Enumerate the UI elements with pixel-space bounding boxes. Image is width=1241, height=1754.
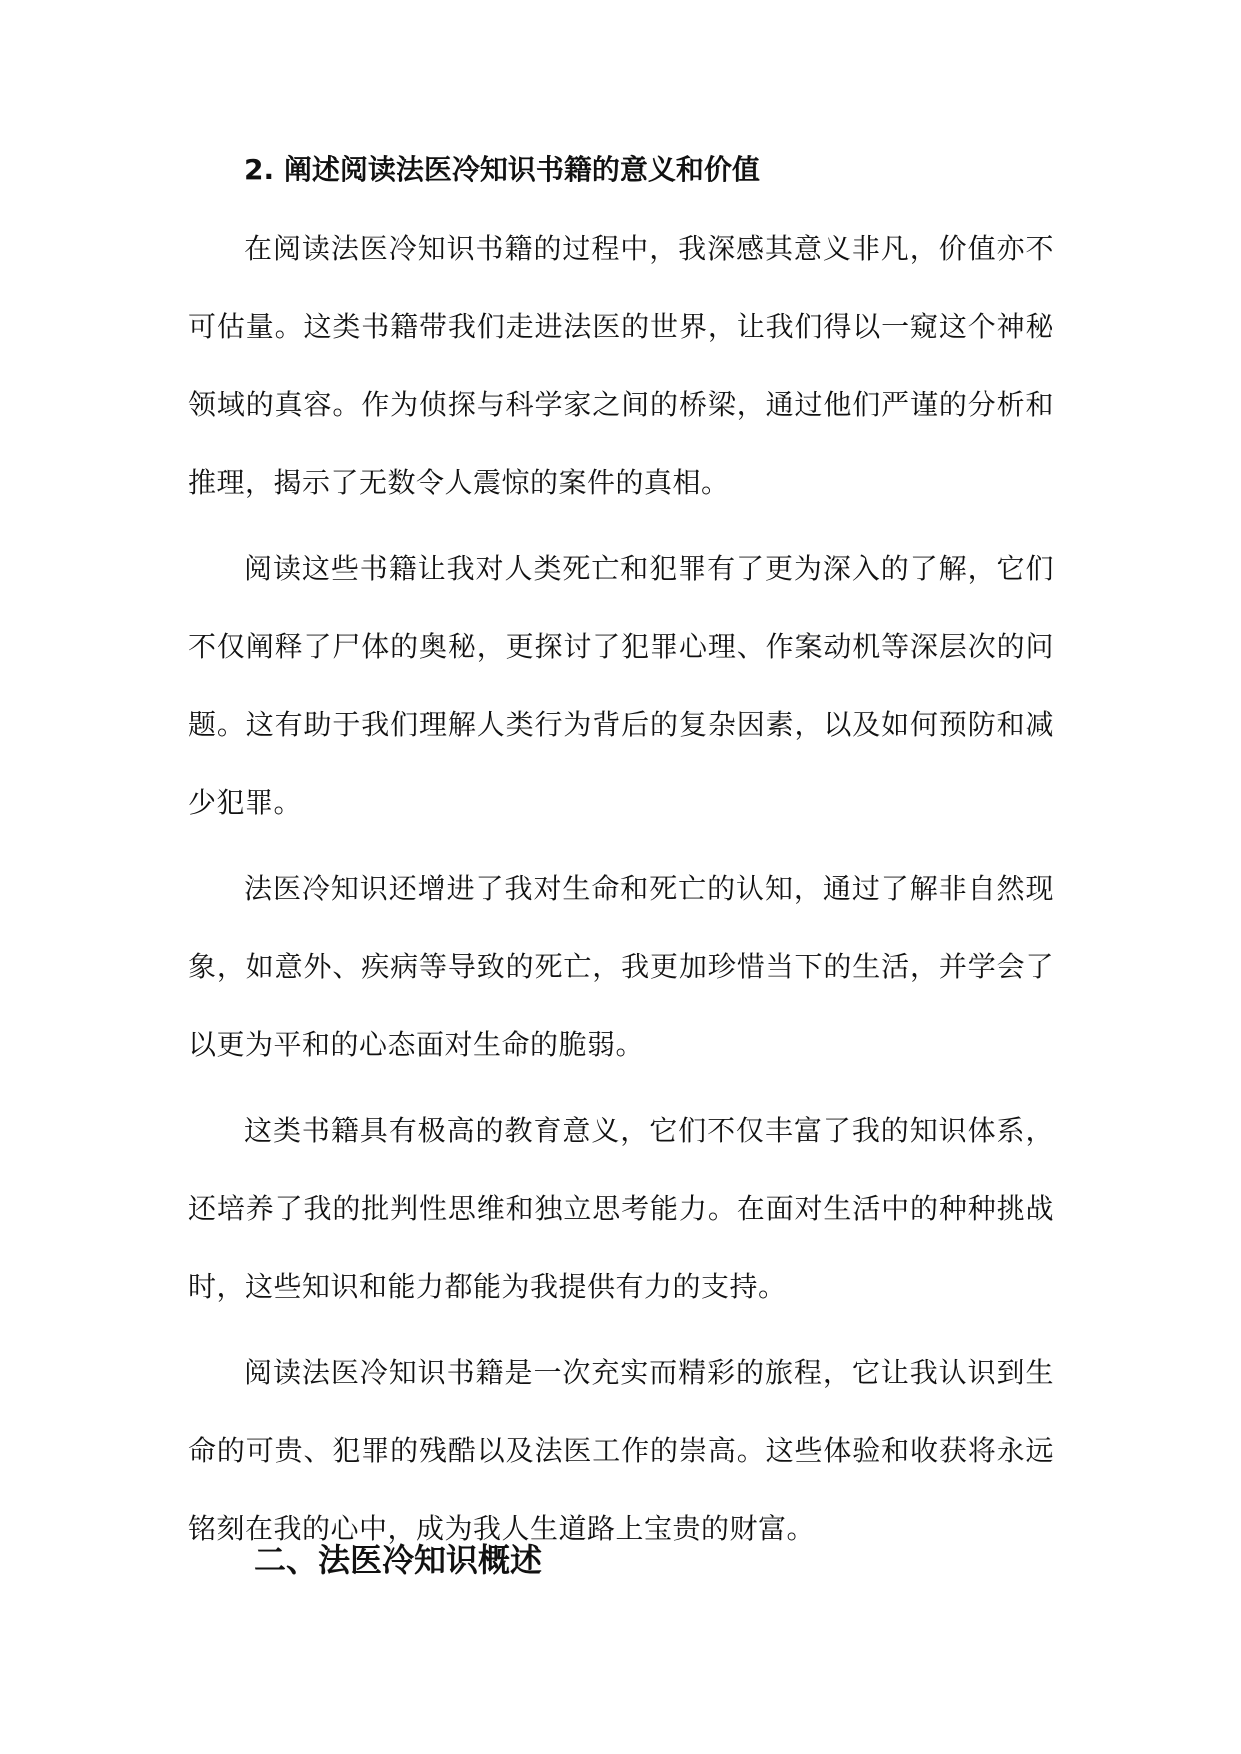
paragraph-life-cognition: 法医冷知识还增进了我对生命和死亡的认知，通过了解非自然现象，如意外、疾病等导致的死亡，我更加珍惜当下的生活，并学会了以更为平和的心态面对生命的脆弱。	[188, 872, 1054, 1061]
subheading: 2. 阐述阅读法医冷知识书籍的意义和价值	[244, 153, 760, 186]
paragraph-conclusion: 阅读法医冷知识书籍是一次充实而精彩的旅程，它让我认识到生命的可贵、犯罪的残酷以及法医工作的崇高。这些体验和收获将永远铭刻在我的心中，成为我人生道路上宝贵的财富。	[188, 1356, 1054, 1545]
document-body	[188, 140, 1054, 1568]
paragraph-death-and-crime: 阅读这些书籍让我对人类死亡和犯罪有了更为深入的了解，它们不仅阐释了尸体的奥秘，更探讨了犯罪心理、作案动机等深层次的问题。这有助于我们理解人类行为背后的复杂因素，以及如何预防和减少犯罪。	[188, 552, 1054, 819]
paragraph-significance: 在阅读法医冷知识书籍的过程中，我深感其意义非凡，价值亦不可估量。这类书籍带我们走进法医的世界，让我们得以一窥这个神秘领域的真容。作为侦探与科学家之间的桥梁，通过他们严谨的分析和推理，揭示了无数令人震惊的案件的真相。	[188, 232, 1054, 499]
section-heading: 二、法医冷知识概述	[254, 1541, 543, 1579]
paragraph-educational-value: 这类书籍具有极高的教育意义，它们不仅丰富了我的知识体系，还培养了我的批判性思维和独立思考能力。在面对生活中的种种挑战时，这些知识和能力都能为我提供有力的支持。	[188, 1114, 1054, 1303]
